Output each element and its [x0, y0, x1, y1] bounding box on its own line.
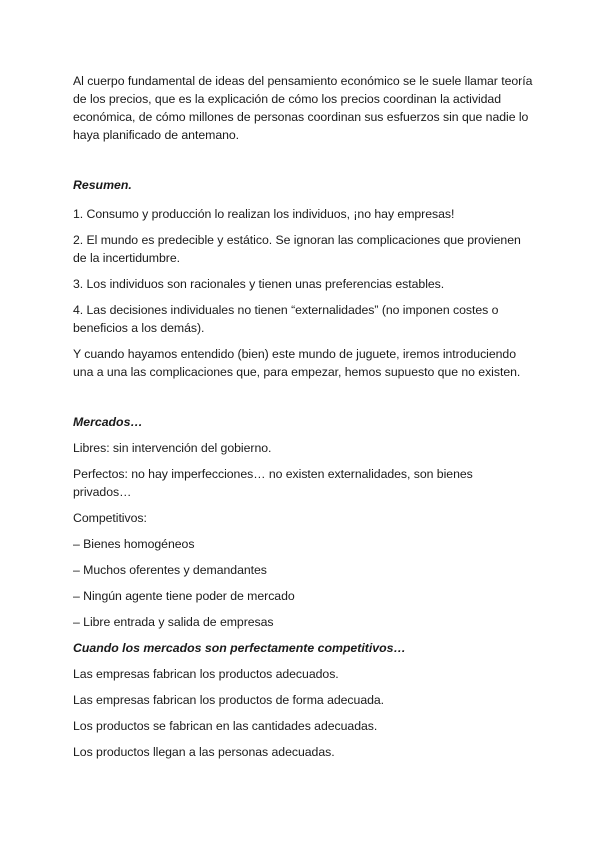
spacer	[73, 431, 533, 439]
bullet-item: – Muchos oferentes y demandantes	[73, 563, 267, 577]
spacer	[73, 605, 533, 613]
competitivos-item-4: Los productos llegan a las personas adecuadas.	[73, 745, 335, 759]
bullet-item: – Bienes homogéneos	[73, 537, 195, 551]
mercados-competitivos: Competitivos:	[73, 511, 147, 525]
resumen-item-4: 4. Las decisiones individuales no tienen “externalidades” (no imponen costes o beneficios a los demás).	[73, 303, 499, 335]
spacer	[73, 194, 533, 205]
document-page	[73, 72, 533, 761]
resumen-heading: Resumen.	[73, 178, 132, 192]
spacer	[73, 381, 533, 413]
mercados-heading: Mercados…	[73, 415, 143, 429]
spacer	[73, 735, 533, 743]
mercados-libres: Libres: sin intervención del gobierno.	[73, 441, 272, 455]
spacer	[73, 267, 533, 275]
spacer	[73, 709, 533, 717]
bullet-item: – Ningún agente tiene poder de mercado	[73, 589, 295, 603]
spacer	[73, 631, 533, 639]
spacer	[73, 683, 533, 691]
competitivos-item-1: Las empresas fabrican los productos adecuados.	[73, 667, 339, 681]
bullet-item: – Libre entrada y salida de empresas	[73, 615, 274, 629]
spacer	[73, 579, 533, 587]
resumen-item-3: 3. Los individuos son racionales y tienen unas preferencias estables.	[73, 277, 445, 291]
spacer	[73, 144, 533, 176]
spacer	[73, 337, 533, 345]
spacer	[73, 293, 533, 301]
spacer	[73, 501, 533, 509]
resumen-item-2: 2. El mundo es predecible y estático. Se ignoran las complicaciones que provienen de la incertidumbre.	[73, 233, 521, 265]
competitivos-item-2: Las empresas fabrican los productos de forma adecuada.	[73, 693, 385, 707]
spacer	[73, 223, 533, 231]
spacer	[73, 457, 533, 465]
spacer	[73, 527, 533, 535]
intro-paragraph: Al cuerpo fundamental de ideas del pensamiento económico se le suele llamar teoría de los precios, que es la explicación de cómo los precios coordinan la actividad económica, de cómo millones de personas coordinan sus esfuerzos sin que nadie lo haya planificado de antemano.	[73, 74, 533, 142]
competitivos-item-3: Los productos se fabrican en las cantidades adecuadas.	[73, 719, 378, 733]
resumen-item-1: 1. Consumo y producción lo realizan los individuos, ¡no hay empresas!	[73, 207, 455, 221]
competitivos-heading: Cuando los mercados son perfectamente competitivos…	[73, 641, 406, 655]
spacer	[73, 657, 533, 665]
resumen-closing: Y cuando hayamos entendido (bien) este mundo de juguete, iremos introduciendo una a una las complicaciones que, para empezar, hemos supuesto que no existen.	[73, 347, 521, 379]
mercados-perfectos: Perfectos: no hay imperfecciones… no existen externalidades, son bienes privados…	[73, 467, 473, 499]
spacer	[73, 553, 533, 561]
